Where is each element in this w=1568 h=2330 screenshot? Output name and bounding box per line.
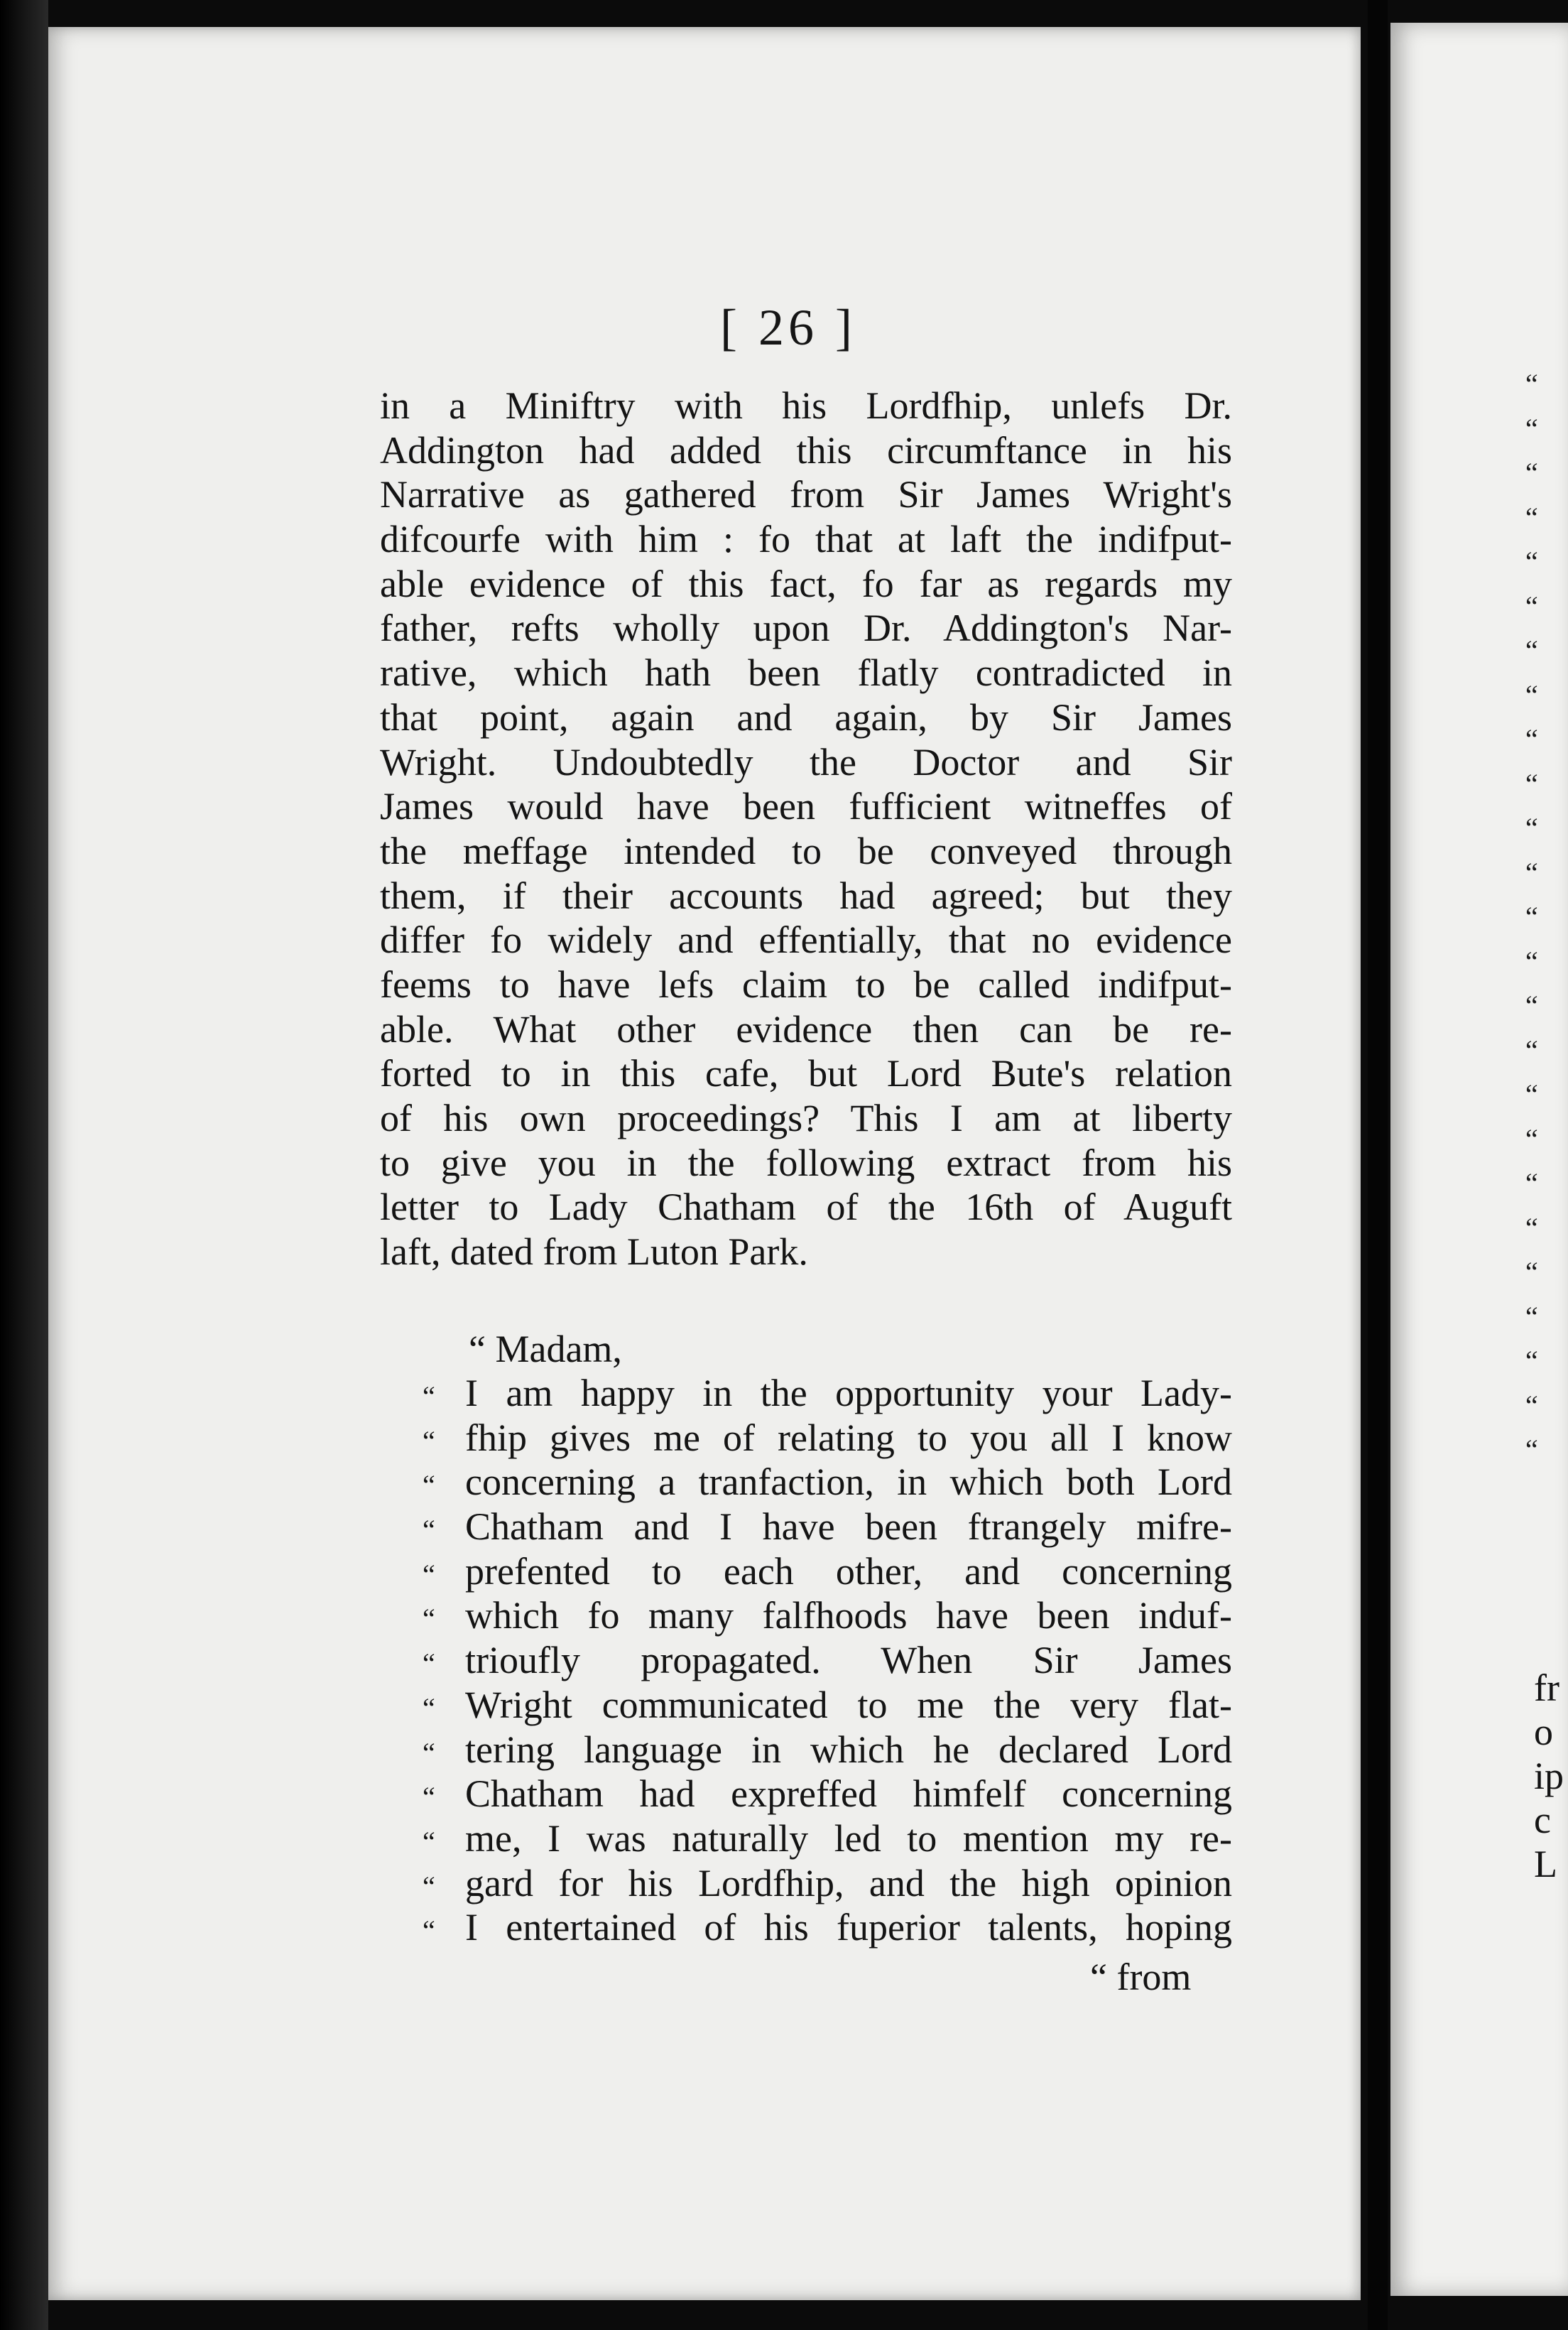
facing-page-quote-marks: [1525, 362, 1568, 1473]
text-line: able evidence of this fact, fo far as regards my: [380, 562, 1232, 605]
letter-line-text: trioufly propagated. When Sir James: [465, 1639, 1232, 1682]
quote-mark: “: [423, 1514, 435, 1546]
facing-quote-mark: “: [1525, 501, 1538, 533]
letter-line: [423, 1905, 1232, 1950]
text-line: of his own proceedings? This I am at liberty: [380, 1097, 1232, 1139]
facing-text-fragment: ip: [1534, 1755, 1564, 1797]
facing-text-fragment: fr: [1534, 1667, 1559, 1709]
facing-quote-mark: “: [1525, 767, 1538, 800]
facing-quote-mark: “: [1525, 1300, 1538, 1333]
letter-line: [423, 1505, 1232, 1549]
facing-quote-mark: “: [1525, 945, 1538, 977]
facing-quote-mark: “: [1525, 723, 1538, 755]
text-line: Addington had added this circumftance in his: [380, 428, 1232, 472]
facing-quote-mark: “: [1525, 590, 1538, 622]
facing-quote-mark: “: [1525, 856, 1538, 889]
quote-mark: “: [423, 1647, 435, 1680]
letter-line-text: tering language in which he declared Lord: [465, 1728, 1232, 1771]
text-line: feems to have lefs claim to be called indifput-: [380, 963, 1232, 1006]
quote-mark: “: [423, 1825, 435, 1858]
letter-line: [423, 1728, 1232, 1772]
book-edge-left: [0, 0, 48, 2330]
text-line: Wright. Undoubtedly the Doctor and Sir: [380, 740, 1232, 784]
quote-mark: “: [423, 1603, 435, 1635]
letter-line: [423, 1816, 1232, 1861]
facing-quote-mark: “: [1525, 634, 1538, 666]
facing-quote-mark: “: [1525, 1122, 1538, 1155]
text-line: forted to in this cafe, but Lord Bute's relation: [380, 1052, 1232, 1095]
letter-line: [423, 1593, 1232, 1638]
page-gutter: [1368, 0, 1388, 2330]
letter-line-text: I am happy in the opportunity your Lady-: [465, 1372, 1232, 1414]
facing-quote-mark: “: [1525, 457, 1538, 489]
text-line: letter to Lady Chatham of the 16th of Auguft: [380, 1186, 1232, 1229]
facing-text-fragment: L: [1534, 1843, 1557, 1885]
letter-line: [423, 1638, 1232, 1683]
text-line: that point, again and again, by Sir James: [380, 695, 1232, 739]
text-line: laft, dated from Luton Park.: [380, 1230, 808, 1274]
facing-quote-mark: “: [1525, 990, 1538, 1022]
facing-quote-mark: “: [1525, 1389, 1538, 1421]
quote-mark: “: [423, 1870, 435, 1902]
letter-line-text: I entertained of his fuperior talents, hoping: [465, 1906, 1232, 1949]
text-line: in a Miniftry with his Lordfhip, unlefs Dr.: [380, 384, 1232, 427]
body-paragraph: [380, 384, 1232, 1274]
quote-mark: “: [423, 1914, 435, 1947]
text-line: James would have been fufficient witneffes of: [380, 785, 1232, 828]
letter-line-text: gard for his Lordfhip, and the high opinion: [465, 1861, 1232, 1904]
letter-line-text: Chatham and I have been ftrangely mifre-: [465, 1505, 1232, 1549]
text-line: to give you in the following extract from his: [380, 1141, 1232, 1184]
facing-text-fragment: o: [1534, 1711, 1553, 1753]
letter-line-text: Wright communicated to me the very flat-: [465, 1683, 1232, 1726]
facing-quote-mark: “: [1525, 1256, 1538, 1288]
letter-line-text: Chatham had expreffed himfelf concerning: [465, 1772, 1232, 1816]
text-line: father, refts wholly upon Dr. Addington's Nar-: [380, 607, 1232, 650]
facing-quote-mark: “: [1525, 546, 1538, 578]
quote-mark: “: [423, 1424, 435, 1457]
page-number: [ 26 ]: [720, 299, 856, 356]
facing-quote-mark: “: [1525, 1434, 1538, 1465]
quote-mark: “: [423, 1736, 435, 1769]
quote-mark: “: [423, 1558, 435, 1591]
letter-line: [423, 1772, 1232, 1816]
quote-mark: “: [423, 1691, 435, 1724]
facing-quote-mark: “: [1525, 1034, 1538, 1066]
text-line: them, if their accounts had agreed; but they: [380, 874, 1232, 917]
text-line: rative, which hath been flatly contradicted in: [380, 651, 1232, 695]
letter-line: [423, 1861, 1232, 1906]
facing-page-text-fragments: [1534, 1666, 1568, 1886]
facing-quote-mark: “: [1525, 812, 1538, 844]
letter-line: [423, 1416, 1232, 1461]
catchword: “ from: [1090, 1956, 1192, 1998]
letter-salutation: “ Madam,: [469, 1328, 622, 1370]
facing-quote-mark: “: [1525, 901, 1538, 933]
text-line: differ fo widely and effentially, that no evidence: [380, 919, 1232, 962]
text-line: Narrative as gathered from Sir James Wright's: [380, 473, 1232, 516]
letter-line: [423, 1460, 1232, 1505]
text-line: difcourfe with him : fo that at laft the indifput-: [380, 518, 1232, 561]
letter-line: [423, 1371, 1232, 1416]
facing-quote-mark: “: [1525, 1167, 1538, 1199]
letter-line: [423, 1683, 1232, 1728]
quote-mark: “: [423, 1469, 435, 1502]
facing-quote-mark: “: [1525, 678, 1538, 711]
letter-line-text: prefented to each other, and concerning: [465, 1549, 1232, 1593]
letter-line-text: concerning a tranfaction, in which both Lord: [465, 1461, 1232, 1504]
quote-mark: “: [423, 1781, 435, 1814]
quote-mark: “: [423, 1380, 435, 1412]
text-line: the meffage intended to be conveyed through: [380, 829, 1232, 872]
letter-line-text: fhip gives me of relating to you all I know: [465, 1416, 1232, 1459]
facing-quote-mark: “: [1525, 1345, 1538, 1377]
facing-quote-mark: “: [1525, 412, 1538, 445]
letter-line-text: which fo many falfhoods have been induf-: [465, 1594, 1232, 1637]
facing-quote-mark: “: [1525, 1078, 1538, 1110]
facing-quote-mark: “: [1525, 368, 1538, 400]
quoted-letter: [423, 1371, 1232, 1950]
facing-quote-mark: “: [1525, 1211, 1538, 1244]
letter-line: [423, 1549, 1232, 1594]
text-line: able. What other evidence then can be re-: [380, 1007, 1232, 1051]
letter-line-text: me, I was naturally led to mention my re-: [465, 1816, 1232, 1860]
facing-text-fragment: c: [1534, 1799, 1551, 1841]
